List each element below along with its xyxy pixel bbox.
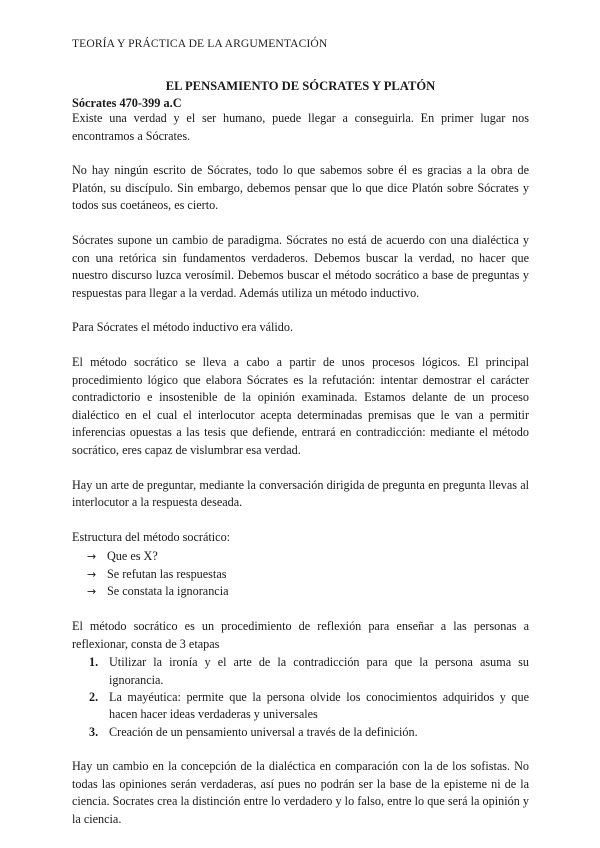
document-body bbox=[72, 79, 529, 829]
list-item-text: Se constata la ignorancia bbox=[107, 584, 229, 599]
running-header: TEORÍA Y PRÁCTICA DE LA ARGUMENTACIÓN bbox=[72, 37, 328, 50]
paragraph: No hay ningún escrito de Sócrates, todo lo que sabemos sobre él es gracias a la obra de Platón, su discípulo. Sin embargo, debemos pensar que lo que dice Platón sobre Sócrates y todos sus coetáneos, es cierto. bbox=[72, 163, 529, 213]
list-item bbox=[89, 724, 529, 741]
arrow-right-icon: → bbox=[87, 550, 97, 564]
closing-paragraph: Hay un cambio en la concepción de la dialéctica en comparación con la de los sofistas. No todas las opiniones serán verdaderas, así pues no podrán ser la base de la episteme ni de la ciencia. Socrates crea la distinción entre lo verdadero y lo falso, entre lo que será la opinión y la ciencia. bbox=[72, 759, 529, 827]
arrow-right-icon: → bbox=[87, 585, 97, 599]
list-item-text: Se refutan las respuestas bbox=[107, 566, 227, 581]
steps-list bbox=[72, 654, 529, 741]
list-item bbox=[87, 566, 529, 584]
list-item bbox=[89, 689, 529, 724]
list-item-text: Que es X? bbox=[107, 549, 158, 564]
step-text: Creación de un pensamiento universal a través de la definición. bbox=[109, 724, 418, 739]
list-item bbox=[87, 548, 529, 566]
paragraph: Hay un arte de preguntar, mediante la conversación dirigida de pregunta en pregunta llevas al interlocutor a la respuesta deseada. bbox=[72, 477, 529, 510]
paragraph: Para Sócrates el método inductivo era válido. bbox=[72, 320, 293, 335]
step-number: 3. bbox=[89, 724, 99, 739]
paragraph: El método socrático se lleva a cabo a partir de unos procesos lógicos. El principal procedimiento lógico que elabora Sócrates es la refutación: intentar demostrar el carácter contradictorio e insostenible de la opinión examinada. Estamos delante de un proceso dialéctico en el cual el interlocutor acepta determinadas premisas que le van a permitir inferencias opuestas a las tesis que defiende, entrará en contradicción: mediante el método socrático, eres capaz de vislumbrar esa verdad. bbox=[72, 354, 529, 457]
structure-list bbox=[72, 548, 529, 601]
step-text: Utilizar la ironía y el arte de la contradicción para que la persona asuma su ignorancia. bbox=[109, 655, 529, 687]
method-intro: El método socrático es un procedimiento de reflexión para enseñar a las personas a reflexionar, consta de 3 etapas bbox=[72, 619, 529, 651]
paragraph: Sócrates supone un cambio de paradigma. Sócrates no está de acuerdo con una dialéctica y con una retórica sin fundamentos verdaderos. Debemos buscar la verdad, no hacer que nuestro discurso luzca verosímil. Debemos buscar el método socrático a base de preguntas y respuestas para llegar a la verdad. Además utiliza un método inductivo. bbox=[72, 232, 529, 300]
paragraph: Existe una verdad y el ser humano, puede llegar a conseguirla. En primer lugar nos encontramos a Sócrates. bbox=[72, 111, 529, 143]
list-item bbox=[89, 654, 529, 689]
arrow-right-icon: → bbox=[87, 567, 97, 581]
step-number: 1. bbox=[89, 655, 99, 670]
step-text: La mayéutica: permite que la persona olvide los conocimientos adquiridos y que hacen hacer ideas verdaderas y universales bbox=[109, 690, 529, 722]
section-subtitle: Sócrates 470-399 a.C bbox=[72, 96, 182, 110]
step-number: 2. bbox=[89, 690, 99, 705]
list-item bbox=[87, 583, 529, 601]
document-title: EL PENSAMIENTO DE SÓCRATES Y PLATÓN bbox=[165, 79, 436, 93]
structure-intro: Estructura del método socrático: bbox=[72, 529, 231, 544]
